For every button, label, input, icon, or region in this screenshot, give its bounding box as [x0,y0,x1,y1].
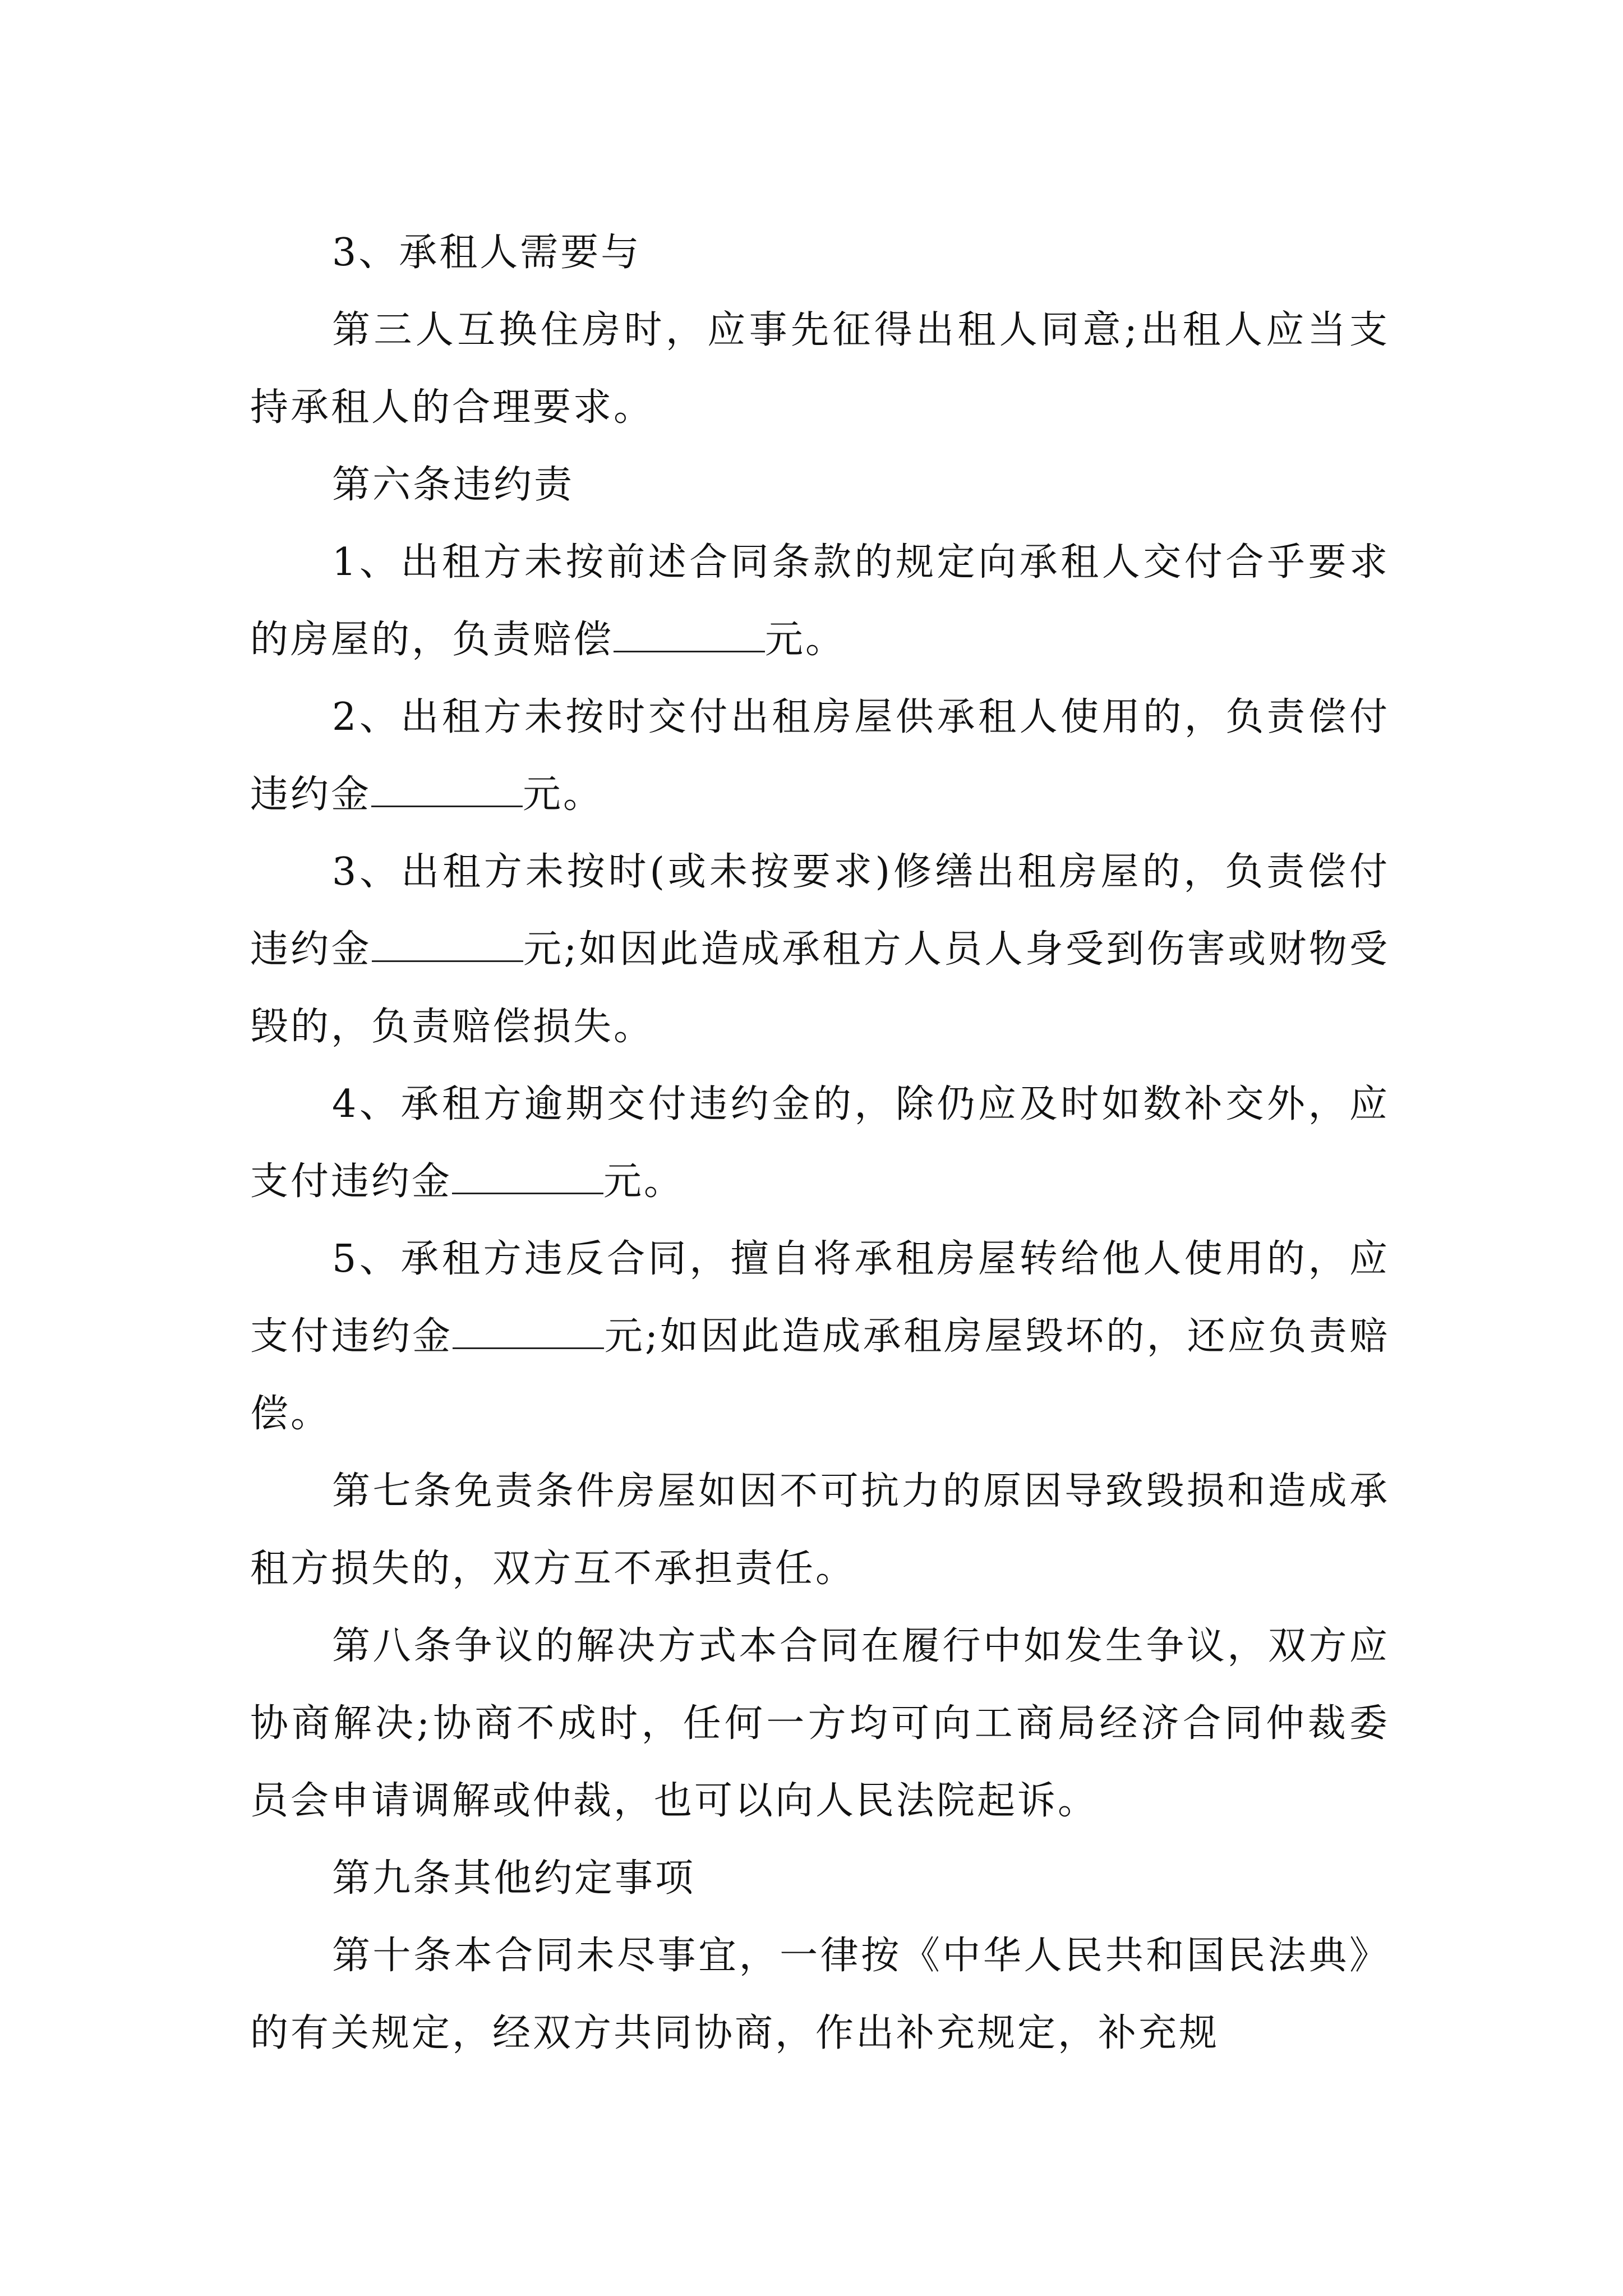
paragraph-article-10 [250,1917,1390,2072]
paragraph-text: 3、承租人需要与 [332,231,642,275]
paragraph-article-6-item-3 [250,834,1390,1066]
amount-blank [452,1160,603,1194]
amount-blank [371,773,523,807]
paragraph-text-after-blank: 元;如因此造成承租方人员人身受到伤害或财物受毁的，负责赔偿损失。 [250,927,1390,1049]
heading-article-9 [250,1840,1390,1917]
paragraph-text-before-blank: 2、出租方未按时交付出租房屋供承租人使用的，负责偿付违约金 [250,695,1390,817]
paragraph-text-after-blank: 元。 [603,1159,685,1204]
paragraph-article-8 [250,1608,1390,1840]
paragraph-text: 第三人互换住房时，应事先征得出租人同意;出租人应当支持承租人的合理要求。 [250,308,1390,430]
paragraph-article-6-item-4 [250,1066,1390,1221]
paragraph-text-after-blank: 元;如因此造成承租房屋毁坏的，还应负责赔偿。 [250,1314,1390,1436]
amount-blank [614,618,765,652]
paragraph-text-before-blank: 4、承租方逾期交付违约金的，除仍应及时如数补交外，应支付违约金 [250,1082,1390,1204]
paragraph-article-6-item-5 [250,1221,1390,1453]
paragraph-text-before-blank: 1、出租方未按前述合同条款的规定向承租人交付合乎要求的房屋的，负责赔偿 [250,540,1390,662]
paragraph-text-after-blank: 元。 [523,772,604,817]
amount-blank [453,1315,604,1349]
paragraph-text-before-blank: 5、承租方违反合同，擅自将承租房屋转给他人使用的，应支付违约金 [250,1237,1390,1359]
paragraph-article-6-item-1 [250,524,1390,679]
paragraph-text-after-blank: 元。 [765,618,846,662]
amount-blank [372,928,523,962]
paragraph-text-before-blank: 3、出租方未按时(或未按要求)修缮出租房屋的，负责偿付违约金 [250,850,1390,972]
paragraph-text: 第七条免责条件房屋如因不可抗力的原因导致毁损和造成承租方损失的，双方互不承担责任。 [250,1469,1390,1591]
paragraph-article-7 [250,1453,1390,1608]
heading-article-6 [250,447,1390,524]
paragraph-clause-5-item-3 [250,214,1390,292]
paragraph-text: 第十条本合同未尽事宜，一律按《中华人民共和国民法典》的有关规定，经双方共同协商，作出补充规定，补充规 [250,1934,1390,2055]
paragraph-text: 第八条争议的解决方式本合同在履行中如发生争议，双方应协商解决;协商不成时，任何一方均可向工商局经济合同仲裁委员会申请调解或仲裁，也可以向人民法院起诉。 [250,1624,1390,1823]
paragraph-clause-5-item-3-continued [250,292,1390,447]
paragraph-text: 第九条其他约定事项 [332,1856,696,1901]
contract-body [250,214,1390,2072]
paragraph-article-6-item-2 [250,679,1390,834]
paragraph-text: 第六条违约责 [332,463,575,507]
